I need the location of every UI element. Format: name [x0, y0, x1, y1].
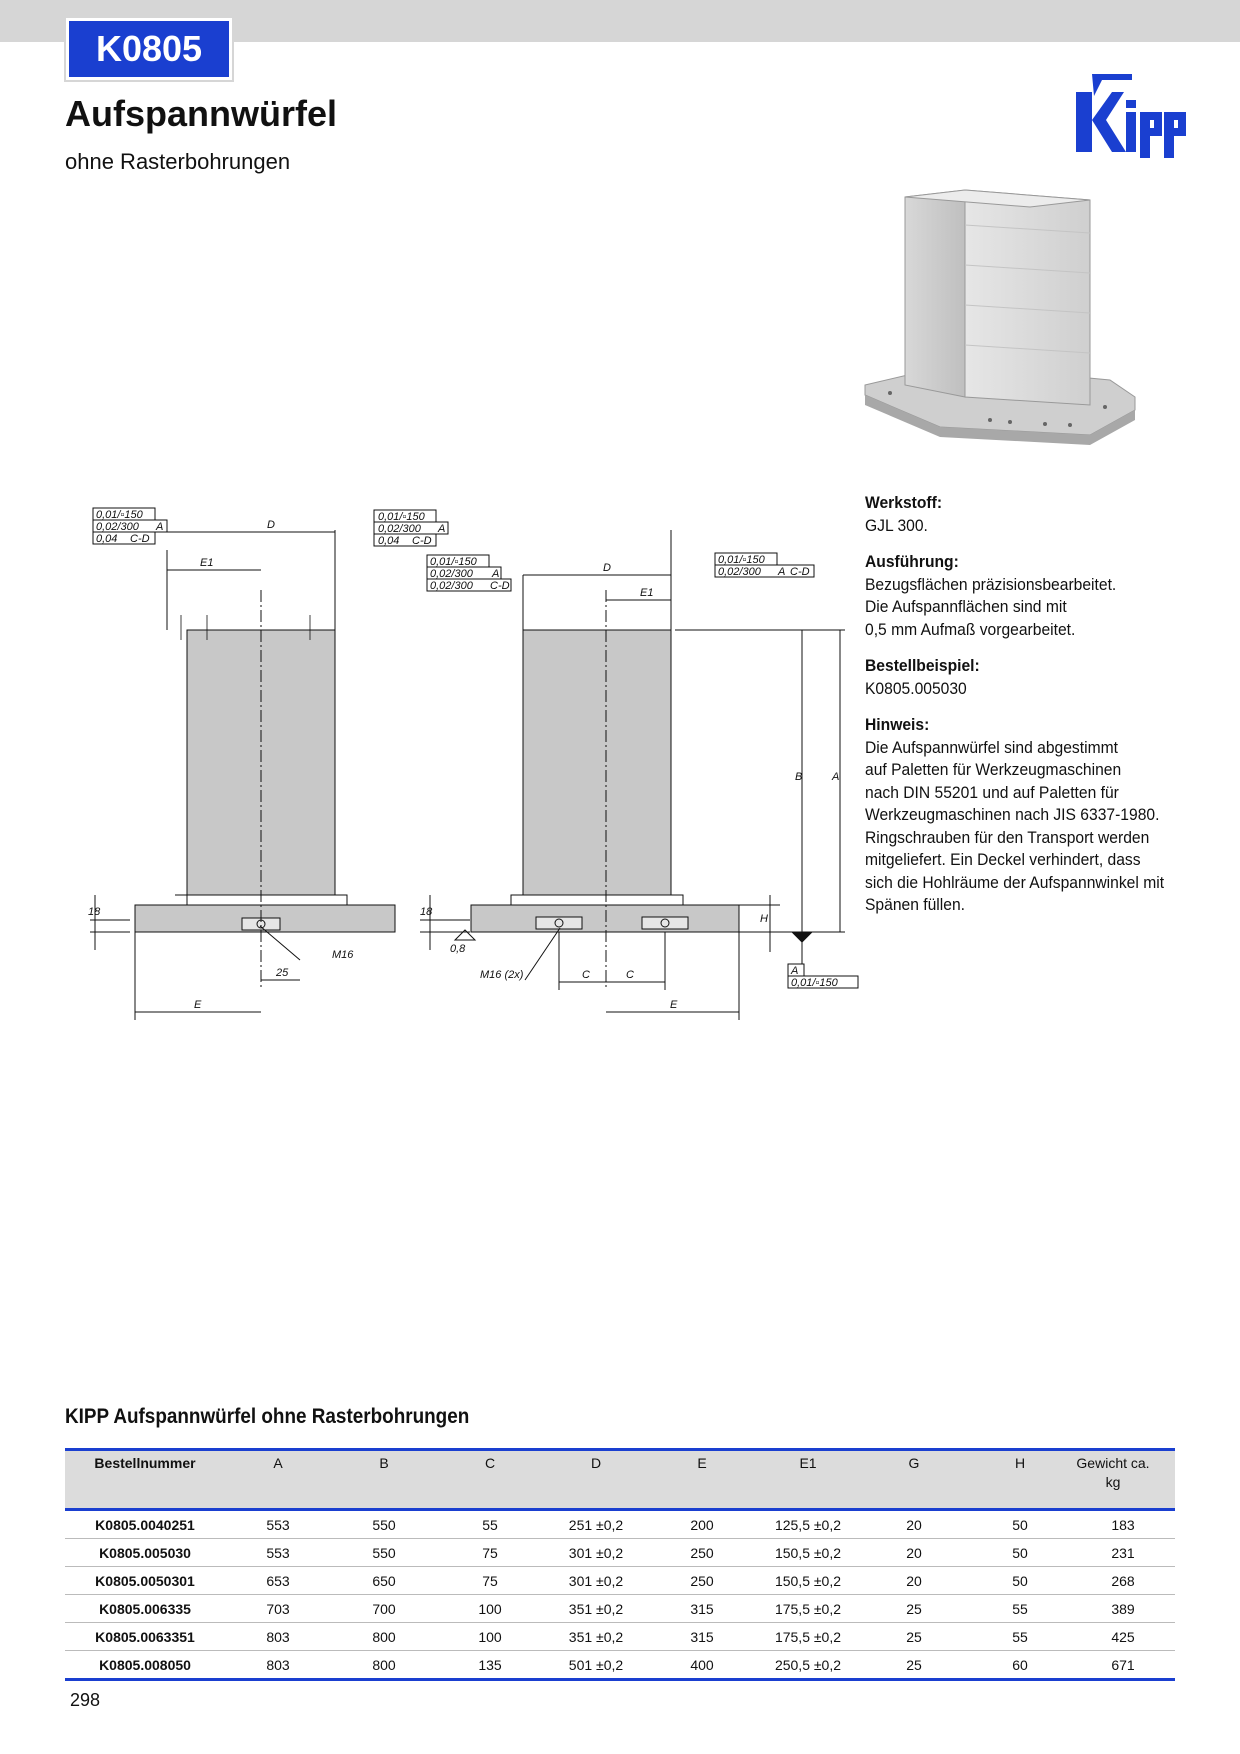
- datum-cd-label-2: C-D: [412, 535, 432, 547]
- table-row: [65, 1651, 1175, 1681]
- page-title: Aufspannwürfel: [65, 93, 338, 134]
- tol-par-label-2: 0,04: [378, 535, 400, 547]
- table-cell: 55: [1012, 1629, 1028, 1645]
- table-cell: 50: [1012, 1545, 1028, 1561]
- table-cell: 803: [266, 1657, 290, 1673]
- header-cell: E1: [799, 1455, 817, 1471]
- header-cell: Bestellnummer: [94, 1455, 196, 1471]
- page-number: 298: [70, 1690, 101, 1710]
- table-cell: 251 ±0,2: [568, 1517, 624, 1533]
- dim-08-label: 0,8: [450, 943, 466, 955]
- header-cell: Gewicht ca. kg: [1076, 1455, 1150, 1490]
- tol-perp-label-2: 0,02/300: [378, 523, 421, 535]
- table-cell: 553: [266, 1545, 290, 1561]
- tol-perp-label-5: 0,02/300: [718, 566, 761, 578]
- table-cell: 183: [1111, 1517, 1135, 1533]
- dim-b-label: B: [795, 771, 803, 783]
- table-cell: 650: [372, 1573, 396, 1589]
- table-cell: 550: [372, 1517, 396, 1533]
- tol-perp-label-3: 0,02/300: [430, 568, 473, 580]
- table-cell: 75: [482, 1573, 498, 1589]
- table-cell: 100: [478, 1601, 502, 1617]
- datum-a-label-4: A: [778, 566, 786, 578]
- spec-line: Bezugsflächen präzisionsbearbeitet.: [865, 574, 1117, 594]
- header-cell: E: [697, 1455, 707, 1471]
- datum-cd-label: C-D: [130, 533, 150, 545]
- tol-perp-label-4: 0,02/300: [430, 580, 473, 592]
- order-number-cell: K0805.006335: [99, 1601, 191, 1617]
- spec-line: Ringschrauben für den Transport werden: [865, 827, 1150, 847]
- table-cell: 800: [372, 1629, 396, 1645]
- dim-c-label-2: C: [626, 969, 634, 981]
- table-cell: 389: [1111, 1601, 1135, 1617]
- table-cell: 125,5 ±0,2: [774, 1517, 842, 1533]
- dim-h-label: H: [760, 913, 768, 925]
- datum-a-label: A: [156, 521, 164, 533]
- tol-flatness-label-2: 0,01/▫150: [378, 511, 425, 523]
- spec-line: Die Aufspannwürfel sind abgestimmt: [865, 737, 1118, 757]
- page-subtitle: ohne Rasterbohrungen: [65, 149, 291, 174]
- spec-line: Werkzeugmaschinen nach JIS 6337-1980.: [865, 805, 1160, 824]
- table-cell: 175,5 ±0,2: [774, 1601, 842, 1617]
- table-cell: 550: [372, 1545, 396, 1561]
- product-code-badge: K0805: [66, 18, 232, 80]
- table-cell: 700: [372, 1601, 396, 1617]
- table-cell: 800: [372, 1657, 396, 1673]
- spec-heading: Werkstoff:: [865, 493, 943, 512]
- table-cell: 150,5 ±0,2: [774, 1573, 842, 1589]
- table-cell: 653: [266, 1573, 290, 1589]
- header-cell: B: [379, 1455, 389, 1471]
- table-header: [65, 1448, 1175, 1511]
- tol-flatness-label: 0,01/▫150: [96, 509, 143, 521]
- tol-flatness-label-5: 0,01/▫150: [791, 977, 838, 989]
- table-cell: 268: [1111, 1573, 1135, 1589]
- table-cell: 315: [690, 1601, 714, 1617]
- spec-heading: Ausführung:: [865, 552, 959, 571]
- order-number-cell: K0805.0050301: [95, 1573, 195, 1589]
- dim-18-right-label: 18: [420, 906, 433, 918]
- table-row: [65, 1623, 1175, 1651]
- table-cell: 250: [690, 1545, 714, 1561]
- spec-block: [865, 492, 1169, 917]
- table-cell: 671: [1111, 1657, 1135, 1673]
- thread-m16-label: M16: [332, 949, 354, 961]
- spec-line: GJL 300.: [865, 515, 928, 535]
- table-cell: 553: [266, 1517, 290, 1533]
- order-number-cell: K0805.0040251: [95, 1517, 195, 1533]
- table-cell: 231: [1111, 1545, 1135, 1561]
- table-title: KIPP Aufspannwürfel ohne Rasterbohrungen: [65, 1405, 470, 1428]
- spec-line: sich die Hohlräume der Aufspannwinkel mit: [865, 872, 1165, 892]
- table-cell: 25: [906, 1629, 922, 1645]
- datum-cd-label-3: C-D: [490, 580, 510, 592]
- dim-c-label: C: [582, 969, 590, 981]
- table-row: [65, 1595, 1175, 1623]
- thread-m16-2x-label: M16 (2x): [480, 969, 524, 981]
- table-cell: 50: [1012, 1517, 1028, 1533]
- table-cell: 175,5 ±0,2: [774, 1629, 842, 1645]
- dim-d-label: D: [267, 519, 275, 531]
- dim-a-label: A: [832, 771, 840, 783]
- table-cell: 20: [906, 1573, 922, 1589]
- table-cell: 425: [1111, 1629, 1135, 1645]
- table-cell: 803: [266, 1629, 290, 1645]
- table-row: [65, 1539, 1175, 1567]
- order-number-cell: K0805.008050: [99, 1657, 191, 1673]
- product-table: [65, 1448, 1175, 1681]
- table-cell: 75: [482, 1545, 498, 1561]
- header-cell: G: [908, 1455, 920, 1471]
- header-cell: H: [1014, 1455, 1026, 1471]
- datum-a-label-3: A: [492, 568, 500, 580]
- table-cell: 50: [1012, 1573, 1028, 1589]
- spec-heading: Bestellbeispiel:: [865, 656, 980, 675]
- spec-line: mitgeliefert. Ein Deckel verhindert, dass: [865, 850, 1141, 869]
- table-cell: 315: [690, 1629, 714, 1645]
- table-cell: 351 ±0,2: [568, 1601, 624, 1617]
- table-cell: 25: [906, 1601, 922, 1617]
- table-cell: 150,5 ±0,2: [774, 1545, 842, 1561]
- spec-line: 0,5 mm Aufmaß vorgearbeitet.: [865, 619, 1076, 639]
- dim-e-label-2: E: [670, 999, 678, 1011]
- table-cell: 20: [906, 1545, 922, 1561]
- header-cell: C: [484, 1455, 496, 1471]
- tol-perp-label: 0,02/300: [96, 521, 139, 533]
- spec-line: K0805.005030: [865, 678, 967, 698]
- table-cell: 351 ±0,2: [568, 1629, 624, 1645]
- kipp-logo: [1072, 74, 1190, 160]
- dim-25-label: 25: [276, 967, 289, 979]
- table-row: [65, 1511, 1175, 1539]
- order-number-cell: K0805.005030: [99, 1545, 191, 1561]
- spec-line: nach DIN 55201 und auf Paletten für: [865, 782, 1119, 802]
- table-cell: 200: [690, 1517, 714, 1533]
- table-row: [65, 1567, 1175, 1595]
- table-cell: 301 ±0,2: [568, 1573, 624, 1589]
- tol-flatness-label-3: 0,01/▫150: [430, 556, 477, 568]
- technical-drawing: [70, 490, 860, 1030]
- header-cell: A: [273, 1455, 283, 1471]
- datum-a-flag: A: [791, 965, 799, 977]
- tol-flatness-label-4: 0,01/▫150: [718, 554, 765, 566]
- header-cell: D: [590, 1455, 602, 1471]
- dim-e1-label-2: E1: [640, 587, 654, 599]
- table-cell: 55: [1012, 1601, 1028, 1617]
- datum-cd-label-4: C-D: [790, 566, 810, 578]
- table-cell: 100: [478, 1629, 502, 1645]
- datum-a-label-2: A: [438, 523, 446, 535]
- table-cell: 55: [482, 1517, 498, 1533]
- tol-par-label: 0,04: [96, 533, 118, 545]
- table-cell: 135: [478, 1657, 502, 1673]
- table-cell: 20: [906, 1517, 922, 1533]
- table-cell: 25: [906, 1657, 922, 1673]
- dim-e1-label: E1: [200, 557, 214, 569]
- table-cell: 301 ±0,2: [568, 1545, 624, 1561]
- spec-line: auf Paletten für Werkzeugmaschinen: [865, 760, 1122, 779]
- dim-18-left-label: 18: [88, 906, 101, 918]
- table-cell: 250: [690, 1573, 714, 1589]
- table-cell: 60: [1012, 1657, 1028, 1673]
- table-cell: 703: [266, 1601, 290, 1617]
- dim-d-label-2: D: [603, 562, 611, 574]
- order-number-cell: K0805.0063351: [95, 1629, 195, 1645]
- product-photo: [860, 185, 1140, 465]
- dim-e-label: E: [194, 999, 202, 1011]
- spec-line: Spänen füllen.: [865, 895, 966, 914]
- spec-line: Die Aufspannflächen sind mit: [865, 597, 1067, 616]
- spec-heading: Hinweis:: [865, 715, 930, 734]
- table-cell: 400: [690, 1657, 714, 1673]
- table-cell: 501 ±0,2: [568, 1657, 624, 1673]
- table-cell: 250,5 ±0,2: [774, 1657, 842, 1673]
